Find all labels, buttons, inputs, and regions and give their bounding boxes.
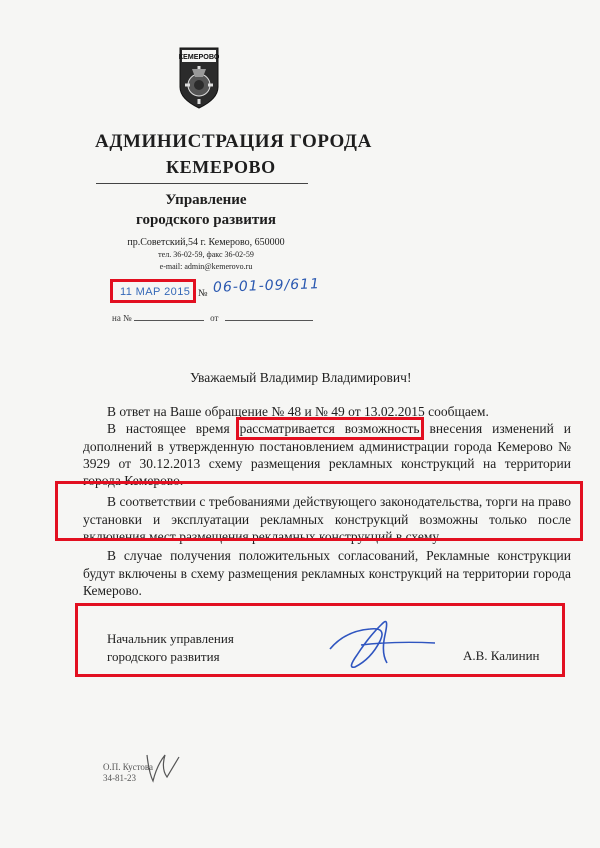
highlighted-phrase: рассматривается возможность xyxy=(239,421,420,437)
address-block xyxy=(102,237,310,273)
ref-number-blank xyxy=(134,312,204,321)
organization-city: КЕМЕРОВО xyxy=(166,157,276,177)
department-line1: Управление xyxy=(165,192,247,208)
paragraph-3-highlight xyxy=(55,481,583,541)
ref-prefix: на № xyxy=(112,313,132,323)
signatory-title xyxy=(107,630,234,665)
date-stamp: 11 МАР 2015 xyxy=(120,286,191,298)
department-line2: городского развития xyxy=(136,212,276,228)
phone-line: тел. 36-02-59, факс 36-02-59 xyxy=(158,250,254,259)
address-line: пр.Советский,54 г. Кемерово, 650000 xyxy=(127,237,285,248)
executor-name: О.П. Кустова xyxy=(103,762,154,772)
executor-block xyxy=(103,762,153,784)
paragraph-2-start: В настоящее время xyxy=(107,421,240,437)
paragraph-4: В случае получения положительных согласований, Рекламные конструкции будут включены в схему размещения рекламных конструкций на территории города Кемерово. xyxy=(83,548,571,598)
number-label: № xyxy=(198,288,208,299)
department-name xyxy=(130,190,282,230)
greeting: Уважаемый Владимир Владимирович! xyxy=(190,370,412,385)
registration-number: 06-01-09/611 xyxy=(212,276,321,296)
city-crest-emblem xyxy=(179,47,219,109)
signatory-title-line1: Начальник управления xyxy=(107,631,234,646)
executor-phone: 34-81-23 xyxy=(103,773,136,783)
signatory-title-line2: городского развития xyxy=(107,648,220,664)
paragraph-3: В соответствии с требованиями действующего законодательства, торги на право установки и эксплуатации рекламных конструкций возможны только после включения мест размещения рекламных конструкций в схему. xyxy=(83,494,571,545)
handwritten-signature xyxy=(325,611,445,671)
header-divider xyxy=(96,183,308,184)
paragraph-2 xyxy=(83,420,571,489)
signatory-name: А.В. Калинин xyxy=(463,648,540,663)
ref-from: от xyxy=(210,313,219,323)
paragraph-1: В ответ на Ваше обращение № 48 и № 49 от 13.02.2015 сообщаем. xyxy=(107,404,489,419)
paragraph-2-end: внесения изменений и дополнений в утвержденную постановлением администрации города Кемерово № 3929 от 30.12.2013 схему размещения рекламных конструкций на территории города Кемерово. xyxy=(83,421,571,489)
reference-line xyxy=(112,312,313,323)
email-line: e-mail: admin@kemerovo.ru xyxy=(159,262,253,271)
ref-date-blank xyxy=(225,312,313,321)
crest-label: КЕМЕРОВО xyxy=(179,52,219,61)
organization-name: АДМИНИСТРАЦИЯ ГОРОДА xyxy=(95,131,372,152)
